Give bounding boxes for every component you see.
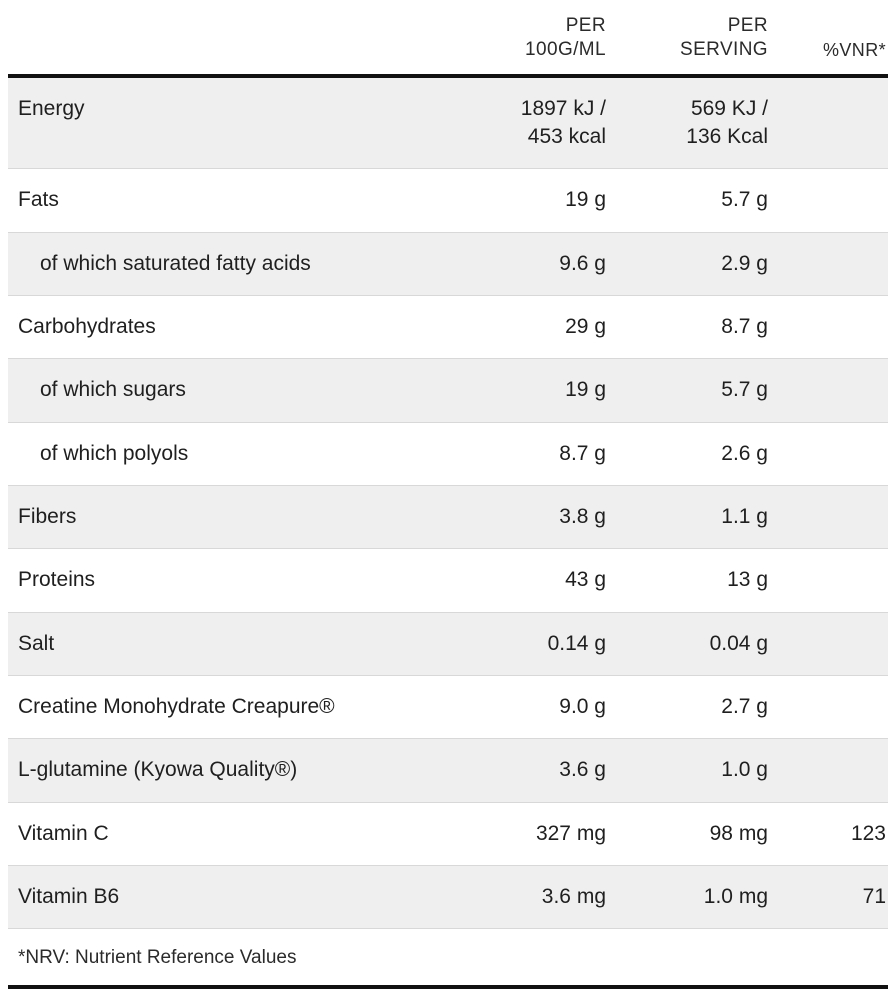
table-row <box>8 359 888 422</box>
table-row <box>8 422 888 485</box>
nutrient-per-100g: 3.8 g <box>454 485 618 548</box>
nutrient-name: of which polyols <box>8 422 454 485</box>
nutrient-vnr <box>778 169 888 232</box>
nutrient-name: of which sugars <box>8 359 454 422</box>
nutrient-name: of which saturated fatty acids <box>8 232 454 295</box>
nutrient-vnr <box>778 612 888 675</box>
nutrient-vnr <box>778 485 888 548</box>
column-header-per-serving <box>618 0 778 76</box>
nutrient-vnr <box>778 422 888 485</box>
nutrient-name: Energy <box>8 76 454 169</box>
nutrient-name: Creatine Monohydrate Creapure® <box>8 675 454 738</box>
nutrient-per-serving: 0.04 g <box>618 612 778 675</box>
table-row <box>8 295 888 358</box>
nutrient-vnr <box>778 76 888 169</box>
value-line: 569 KJ / <box>690 96 768 120</box>
nutrient-name: Salt <box>8 612 454 675</box>
nutrient-name: Carbohydrates <box>8 295 454 358</box>
value-line: 453 kcal <box>527 124 606 148</box>
table-row <box>8 485 888 548</box>
nutrient-vnr <box>778 739 888 802</box>
footnote-nrv: *NRV: Nutrient Reference Values <box>8 929 888 988</box>
value-line: 1897 kJ / <box>520 96 606 120</box>
nutrient-per-serving: 2.6 g <box>618 422 778 485</box>
column-header-per-serving-line1: PER <box>727 15 768 36</box>
nutrient-name: L-glutamine (Kyowa Quality®) <box>8 739 454 802</box>
column-header-vnr: %VNR* <box>778 0 888 76</box>
nutrient-vnr <box>778 359 888 422</box>
nutrient-name: Proteins <box>8 549 454 612</box>
nutrient-per-serving: 13 g <box>618 549 778 612</box>
nutrient-per-100g: 3.6 mg <box>454 865 618 928</box>
nutrient-vnr <box>778 675 888 738</box>
nutrient-vnr: 123 <box>778 802 888 865</box>
nutrient-per-serving: 2.9 g <box>618 232 778 295</box>
nutrient-per-serving: 2.7 g <box>618 675 778 738</box>
nutrient-per-100g: 8.7 g <box>454 422 618 485</box>
nutrient-name: Fibers <box>8 485 454 548</box>
nutrient-vnr <box>778 232 888 295</box>
table-row <box>8 76 888 169</box>
nutrient-per-serving: 98 mg <box>618 802 778 865</box>
table-row <box>8 739 888 802</box>
nutrient-per-serving: 1.0 mg <box>618 865 778 928</box>
table-row <box>8 232 888 295</box>
nutrient-vnr <box>778 549 888 612</box>
column-header-per-serving-line2: SERVING <box>680 38 768 60</box>
nutrient-name: Vitamin C <box>8 802 454 865</box>
table-footer <box>8 929 888 988</box>
nutrient-vnr <box>778 295 888 358</box>
table-row <box>8 169 888 232</box>
nutrient-per-100g: 19 g <box>454 169 618 232</box>
nutrient-per-100g: 43 g <box>454 549 618 612</box>
nutrient-per-100g: 327 mg <box>454 802 618 865</box>
nutrient-per-serving <box>618 76 778 169</box>
nutrient-per-serving: 8.7 g <box>618 295 778 358</box>
nutrient-name: Vitamin B6 <box>8 865 454 928</box>
nutrient-vnr: 71 <box>778 865 888 928</box>
table-row <box>8 675 888 738</box>
nutrient-per-100g: 0.14 g <box>454 612 618 675</box>
value-line: 136 Kcal <box>686 124 768 148</box>
nutrition-facts-table <box>8 0 888 989</box>
nutrient-per-100g: 19 g <box>454 359 618 422</box>
column-header-per-100g-line2: 100G/ML <box>525 38 606 60</box>
table-row <box>8 802 888 865</box>
table-row <box>8 865 888 928</box>
nutrient-per-serving: 5.7 g <box>618 359 778 422</box>
nutrient-per-100g: 9.0 g <box>454 675 618 738</box>
nutrient-per-100g: 9.6 g <box>454 232 618 295</box>
table-row <box>8 612 888 675</box>
nutrient-name: Fats <box>8 169 454 232</box>
column-header-per-100g-line1: PER <box>565 15 606 36</box>
nutrient-per-100g: 3.6 g <box>454 739 618 802</box>
table-header <box>8 0 888 76</box>
column-header-per-100g <box>454 0 618 76</box>
nutrient-per-serving: 1.0 g <box>618 739 778 802</box>
column-header-nutrient <box>8 0 454 76</box>
table-row <box>8 549 888 612</box>
nutrient-per-100g <box>454 76 618 169</box>
table-body <box>8 76 888 929</box>
nutrient-per-100g: 29 g <box>454 295 618 358</box>
nutrient-per-serving: 1.1 g <box>618 485 778 548</box>
nutrient-per-serving: 5.7 g <box>618 169 778 232</box>
